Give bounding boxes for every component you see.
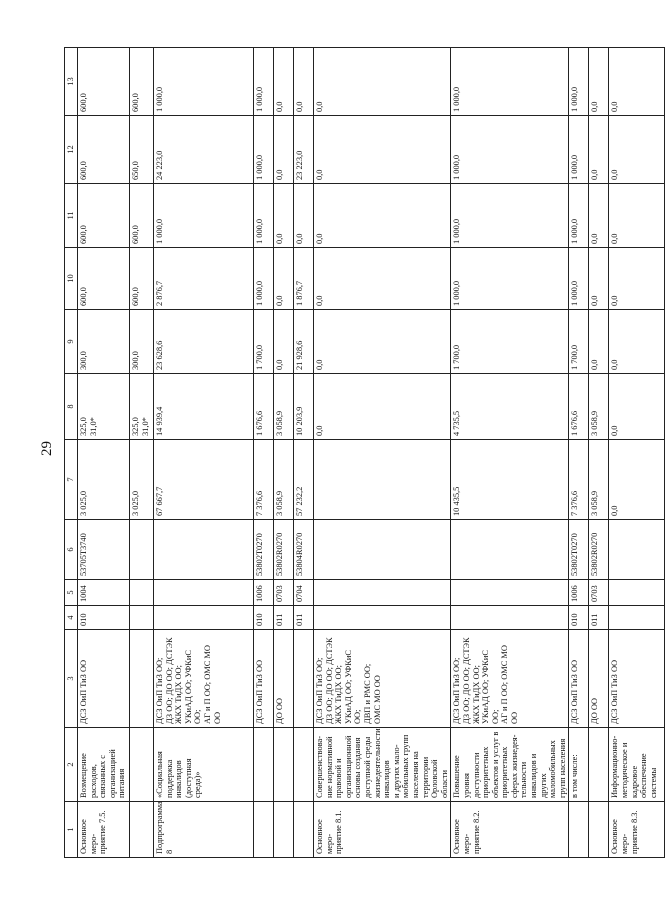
column-header-13: 13 xyxy=(65,48,78,116)
table-row xyxy=(274,48,294,858)
column-header-11: 11 xyxy=(65,184,78,248)
cell-col-3: ДСЗ ОиП ТиЗ ОО xyxy=(609,630,665,728)
cell-col-4: 011 xyxy=(294,606,314,630)
cell-col-13: 1 000,0 xyxy=(254,48,274,116)
cell-col-13: 600,0 xyxy=(78,48,130,116)
cell-col-5 xyxy=(314,580,451,606)
cell-col-9: 23 628,6 xyxy=(154,310,254,374)
column-header-10: 10 xyxy=(65,248,78,310)
cell-col-6: 53804R0270 xyxy=(294,520,314,580)
cell-col-9: 0,0 xyxy=(274,310,294,374)
cell-col-4 xyxy=(154,606,254,630)
cell-col-4: 010 xyxy=(569,606,589,630)
cell-col-9: 0,0 xyxy=(609,310,665,374)
cell-col-13: 1 000,0 xyxy=(154,48,254,116)
column-header-2: 2 xyxy=(65,728,78,802)
cell-col-2 xyxy=(130,728,154,802)
cell-col-12: 650,0 xyxy=(130,116,154,184)
table-row xyxy=(589,48,609,858)
cell-col-9: 0,0 xyxy=(589,310,609,374)
cell-col-7 xyxy=(314,440,451,520)
cell-col-9: 21 928,6 xyxy=(294,310,314,374)
table-row xyxy=(609,48,665,858)
cell-col-11: 600,0 xyxy=(130,184,154,248)
cell-col-6 xyxy=(314,520,451,580)
cell-col-4: 010 xyxy=(254,606,274,630)
cell-col-5 xyxy=(154,580,254,606)
cell-col-8: 1 676,6 xyxy=(254,374,274,440)
cell-col-7: 57 232,2 xyxy=(294,440,314,520)
budget-table-rotated xyxy=(64,48,658,858)
column-header-1: 1 xyxy=(65,802,78,858)
cell-col-1 xyxy=(294,802,314,858)
cell-col-6 xyxy=(130,520,154,580)
table-body xyxy=(78,48,665,858)
cell-col-9: 300,0 xyxy=(130,310,154,374)
cell-col-6: 53802Т0270 xyxy=(569,520,589,580)
cell-col-12: 0,0 xyxy=(609,116,665,184)
cell-col-1: Основное меро- приятие 8.3. xyxy=(609,802,665,858)
cell-col-11: 0,0 xyxy=(609,184,665,248)
cell-col-12: 23 223,0 xyxy=(294,116,314,184)
cell-col-3 xyxy=(130,630,154,728)
cell-col-4: 010 xyxy=(78,606,130,630)
cell-col-4 xyxy=(451,606,569,630)
cell-col-12: 1 000,0 xyxy=(451,116,569,184)
column-header-3: 3 xyxy=(65,630,78,728)
cell-col-13: 1 000,0 xyxy=(451,48,569,116)
cell-col-13: 1 000,0 xyxy=(569,48,589,116)
cell-col-10: 600,0 xyxy=(130,248,154,310)
table-row xyxy=(78,48,130,858)
cell-col-12: 0,0 xyxy=(314,116,451,184)
table-row xyxy=(451,48,569,858)
cell-col-5: 1006 xyxy=(254,580,274,606)
table-row xyxy=(254,48,274,858)
cell-col-10: 1 876,7 xyxy=(294,248,314,310)
cell-col-4: 011 xyxy=(589,606,609,630)
cell-col-2 xyxy=(589,728,609,802)
table-row xyxy=(130,48,154,858)
cell-col-3: ДСЗ ОиП ТиЗ ОО xyxy=(569,630,589,728)
cell-col-3: ДСЗ ОиП ТиЗ ОО xyxy=(254,630,274,728)
cell-col-13: 0,0 xyxy=(294,48,314,116)
cell-col-8: 14 939,4 xyxy=(154,374,254,440)
cell-col-1 xyxy=(254,802,274,858)
cell-col-4: 011 xyxy=(274,606,294,630)
cell-col-10: 1 000,0 xyxy=(451,248,569,310)
cell-col-6: 53802Т0270 xyxy=(254,520,274,580)
cell-col-8: 0,0 xyxy=(314,374,451,440)
cell-col-7: 3 058,9 xyxy=(274,440,294,520)
cell-col-4 xyxy=(609,606,665,630)
table-row xyxy=(569,48,589,858)
cell-col-6: 53802R0270 xyxy=(589,520,609,580)
cell-col-10: 1 000,0 xyxy=(254,248,274,310)
cell-col-12: 24 223,0 xyxy=(154,116,254,184)
table-row xyxy=(154,48,254,858)
cell-col-11: 0,0 xyxy=(274,184,294,248)
cell-col-13: 600,0 xyxy=(130,48,154,116)
cell-col-6 xyxy=(451,520,569,580)
column-header-8: 8 xyxy=(65,374,78,440)
cell-col-11: 1 000,0 xyxy=(154,184,254,248)
cell-col-13: 0,0 xyxy=(609,48,665,116)
cell-col-5 xyxy=(451,580,569,606)
cell-col-6: 53802R0270 xyxy=(274,520,294,580)
cell-col-6 xyxy=(154,520,254,580)
cell-col-11: 0,0 xyxy=(314,184,451,248)
column-header-6: 6 xyxy=(65,520,78,580)
cell-col-1: Основное меро- приятие 8.2. xyxy=(451,802,569,858)
cell-col-10: 0,0 xyxy=(609,248,665,310)
cell-col-12: 600,0 xyxy=(78,116,130,184)
cell-col-10: 600,0 xyxy=(78,248,130,310)
cell-col-7: 10 435,5 xyxy=(451,440,569,520)
cell-col-12: 0,0 xyxy=(589,116,609,184)
cell-col-7: 3 058,9 xyxy=(589,440,609,520)
cell-col-10: 2 876,7 xyxy=(154,248,254,310)
cell-col-10: 0,0 xyxy=(589,248,609,310)
cell-col-11: 1 000,0 xyxy=(451,184,569,248)
cell-col-2: Информационно- методическое и кадровое обеспечение системы xyxy=(609,728,665,802)
cell-col-8: 3 058,9 xyxy=(274,374,294,440)
cell-col-3: ДСЗ ОиП ТиЗ ОО; ДЗ ОО; ДО ОО; ДСТЭК ЖКХ ТиДХ ОО; УКиАД ОО; УФКиС ОО; АГ и П ОО; ОМС МО ОО xyxy=(154,630,254,728)
cell-col-5: 0704 xyxy=(294,580,314,606)
cell-col-5: 1004 xyxy=(78,580,130,606)
cell-col-5: 0703 xyxy=(589,580,609,606)
cell-col-9: 1 700,0 xyxy=(451,310,569,374)
table-row xyxy=(294,48,314,858)
cell-col-7: 3 025,0 xyxy=(78,440,130,520)
table-row xyxy=(314,48,451,858)
cell-col-7: 3 025,0 xyxy=(130,440,154,520)
cell-col-3: ДСЗ ОиП ТиЗ ОО; ДЗ ОО; ДО ОО; ДСТЭК ЖКХ ТиДХ ОО; УКиАД ОО; УФКиС ОО; ДВП и РМС ОО; ОМС МО ОО xyxy=(314,630,451,728)
cell-col-7: 0,0 xyxy=(609,440,665,520)
cell-col-12: 0,0 xyxy=(274,116,294,184)
column-header-7: 7 xyxy=(65,440,78,520)
cell-col-1: Основное меро- приятие 7.5. xyxy=(78,802,130,858)
cell-col-5: 0703 xyxy=(274,580,294,606)
cell-col-1 xyxy=(589,802,609,858)
cell-col-2: Совершенствова- ние нормативной правовой и организационной основы создания доступной среды жизнедеятельности инвалидов и других мало- мобильных групп населения на территории Орловской области xyxy=(314,728,451,802)
column-header-9: 9 xyxy=(65,310,78,374)
column-header-5: 5 xyxy=(65,580,78,606)
cell-col-2 xyxy=(254,728,274,802)
page-number: 29 xyxy=(39,441,55,456)
cell-col-2: «Социальная поддержка инвалидов (доступная среда)» xyxy=(154,728,254,802)
cell-col-3 xyxy=(294,630,314,728)
cell-col-7: 7 376,6 xyxy=(569,440,589,520)
cell-col-13: 0,0 xyxy=(589,48,609,116)
cell-col-5 xyxy=(130,580,154,606)
cell-col-11: 0,0 xyxy=(589,184,609,248)
cell-col-1 xyxy=(569,802,589,858)
cell-col-2: Возмещение расходов, связанных с организацией питания xyxy=(78,728,130,802)
cell-col-11: 0,0 xyxy=(294,184,314,248)
cell-col-11: 600,0 xyxy=(78,184,130,248)
cell-col-1: Основное меро- приятие 8.1. xyxy=(314,802,451,858)
header-row xyxy=(65,48,78,858)
cell-col-13: 0,0 xyxy=(274,48,294,116)
cell-col-8: 0,0 xyxy=(609,374,665,440)
cell-col-1 xyxy=(274,802,294,858)
cell-col-12: 1 000,0 xyxy=(569,116,589,184)
cell-col-8: 325,0 31,0* xyxy=(130,374,154,440)
cell-col-3: ДСЗ ОиП ТиЗ ОО xyxy=(78,630,130,728)
cell-col-3: ДО ОО xyxy=(274,630,294,728)
cell-col-5 xyxy=(609,580,665,606)
cell-col-11: 1 000,0 xyxy=(569,184,589,248)
cell-col-6: 53705Т3740 xyxy=(78,520,130,580)
cell-col-11: 1 000,0 xyxy=(254,184,274,248)
cell-col-4 xyxy=(130,606,154,630)
cell-col-2 xyxy=(274,728,294,802)
cell-col-8: 325,0 31,0* xyxy=(78,374,130,440)
cell-col-1 xyxy=(130,802,154,858)
budget-table xyxy=(64,47,665,858)
cell-col-8: 3 058,9 xyxy=(589,374,609,440)
cell-col-1: Подпрограмма 8 xyxy=(154,802,254,858)
cell-col-2: в том числе: xyxy=(569,728,589,802)
cell-col-8: 4 735,5 xyxy=(451,374,569,440)
cell-col-9: 300,0 xyxy=(78,310,130,374)
cell-col-4 xyxy=(314,606,451,630)
cell-col-13: 0,0 xyxy=(314,48,451,116)
cell-col-2: Повышение уровня доступности приоритетных объектов и услуг в приоритетных сферах жизнедея- тельности инвалидов и других маломобильных групп населения xyxy=(451,728,569,802)
cell-col-3: ДСЗ ОиП ТиЗ ОО; ДЗ ОО; ДО ОО; ДСТЭК ЖКХ ТиДХ ОО; УКиАД ОО; УФКиС ОО; АГ и П ОО; ОМС МО ОО xyxy=(451,630,569,728)
cell-col-3: ДО ОО xyxy=(589,630,609,728)
cell-col-8: 1 676,6 xyxy=(569,374,589,440)
cell-col-9: 1 700,0 xyxy=(569,310,589,374)
cell-col-12: 1 000,0 xyxy=(254,116,274,184)
cell-col-6 xyxy=(609,520,665,580)
cell-col-10: 1 000,0 xyxy=(569,248,589,310)
cell-col-2 xyxy=(294,728,314,802)
cell-col-8: 10 203,9 xyxy=(294,374,314,440)
cell-col-5: 1006 xyxy=(569,580,589,606)
column-header-12: 12 xyxy=(65,116,78,184)
cell-col-10: 0,0 xyxy=(274,248,294,310)
cell-col-9: 1 700,0 xyxy=(254,310,274,374)
cell-col-7: 7 376,6 xyxy=(254,440,274,520)
cell-col-9: 0,0 xyxy=(314,310,451,374)
cell-col-7: 67 667,7 xyxy=(154,440,254,520)
cell-col-10: 0,0 xyxy=(314,248,451,310)
column-header-4: 4 xyxy=(65,606,78,630)
